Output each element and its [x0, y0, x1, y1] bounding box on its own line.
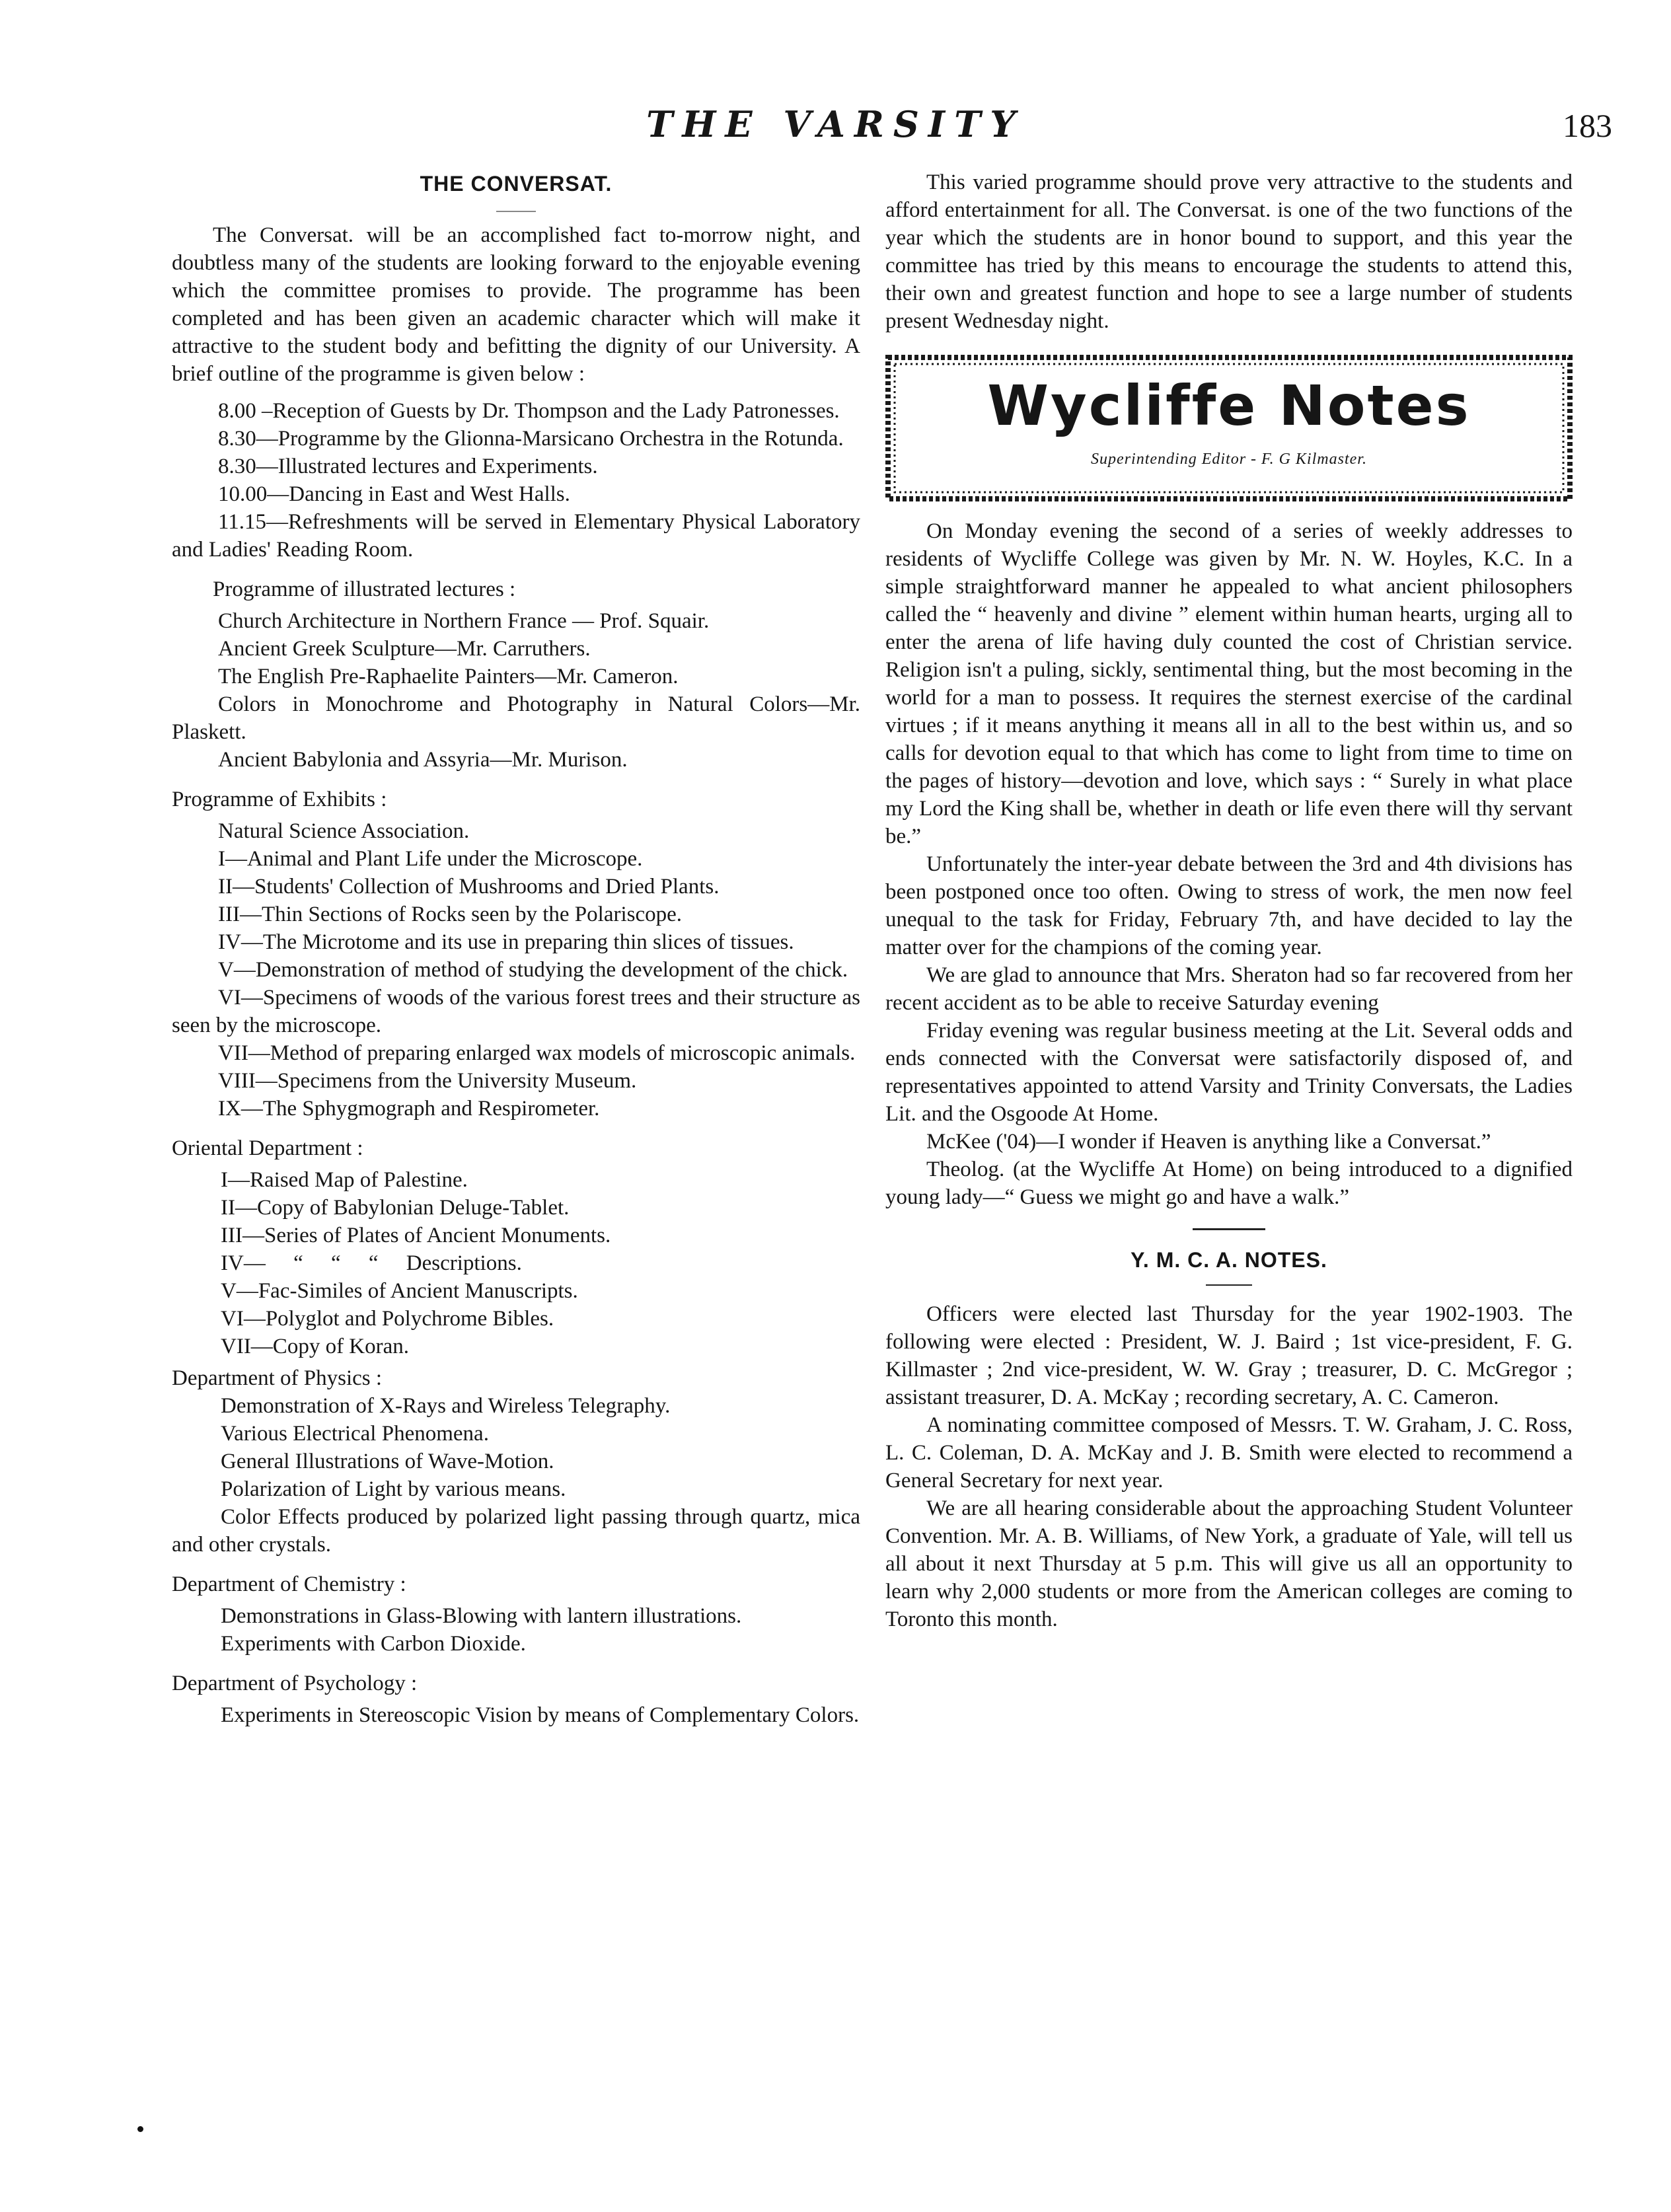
heading-rule [1206, 1284, 1252, 1286]
psychology-label: Department of Psychology : [172, 1672, 418, 1695]
lectures-label: Programme of illustrated lectures : [213, 577, 516, 601]
lecture-item: Church Architecture in Northern France — Prof. Squair. [218, 609, 710, 633]
exhibit-item: VI—Specimens of woods of the various forest trees and their structure as seen by the microscope. [172, 986, 860, 1037]
left-column [172, 168, 860, 1733]
masthead [0, 98, 1671, 151]
exhibit-item: IV—The Microtome and its use in preparing thin slices of tissues. [218, 930, 794, 954]
schedule-item: 11.15—Refreshments will be served in Elementary Physical Laboratory and Ladies' Reading Room. [172, 510, 860, 562]
wycliffe-banner [885, 355, 1573, 501]
oriental-item: I—Raised Map of Palestine. [221, 1168, 468, 1192]
oriental-item: VII—Copy of Koran. [221, 1335, 410, 1358]
wycliffe-paragraph: On Monday evening the second of a series of weekly addresses to residents of Wycliffe College was given by Mr. N. W. Hoyles, K.C. In a simple straightforward manner he appealed to what ancient philosophers called the “ heavenly and divine ” element within human hearts, urging all to enter the arena of life having duly counted the cost of Christian service. Religion isn't a puling, sickly, sentimental thing, but the most becoming in the world for a man to possess. It requires the sternest exercise of the cardinal virtues ; if it means anything it means all in all to the best within us, and so calls for devotion equal to that which has come to light from time to time on the pages of history—devotion and love, which says : “ Surely in what place my Lord the King shall be, whether in death or life even there will thy servant be.” [885, 519, 1573, 848]
physics-item: Various Electrical Phenomena. [221, 1422, 489, 1446]
conversat-intro: The Conversat. will be an accomplished fact to-morrow night, and doubtless many of the students are looking forward to the enjoyable evening which the committee promises to provide. The programme has been completed and has been given an academic character which will make it attractive to the student body and befitting the dignity of our University. A brief outline of the programme is given below : [172, 223, 860, 386]
schedule-item: 8.30—Illustrated lectures and Experiments. [218, 455, 598, 478]
wycliffe-paragraph: Friday evening was regular business meeting at the Lit. Several odds and ends connected with the Conversat were satisfactorily disposed of, and representatives appointed to attend Varsity and Trinity Conversats, the Ladies Lit. and the Osgoode At Home. [885, 1019, 1573, 1126]
masthead-title: THE VARSITY [646, 103, 1025, 145]
exhibit-item: I—Animal and Plant Life under the Microscope. [218, 847, 643, 871]
exhibit-item: VII—Method of preparing enlarged wax models of microscopic animals. [218, 1041, 856, 1065]
exhibit-item: II—Students' Collection of Mushrooms and Dried Plants. [218, 875, 720, 899]
exhibit-item: V—Demonstration of method of studying the development of the chick. [218, 958, 848, 982]
psychology-list [172, 1701, 860, 1729]
oriental-list [172, 1166, 860, 1360]
exhibit-item: VIII—Specimens from the University Museum. [218, 1069, 637, 1093]
exhibit-item: III—Thin Sections of Rocks seen by the Polariscope. [218, 903, 683, 926]
physics-item: Color Effects produced by polarized light passing through quartz, mica and other crystals. [172, 1505, 860, 1557]
oriental-label: Oriental Department : [172, 1136, 363, 1160]
schedule-list [172, 397, 860, 564]
lectures-list [172, 607, 860, 774]
physics-item: General Illustrations of Wave-Motion. [221, 1450, 554, 1473]
exhibits-group-title: Natural Science Association. [218, 819, 470, 843]
wycliffe-title: Wycliffe Notes [987, 373, 1471, 438]
wycliffe-paragraph: Theolog. (at the Wycliffe At Home) on being introduced to a dignified young lady—“ Guess we might go and have a walk.” [885, 1158, 1573, 1209]
chemistry-list [172, 1602, 860, 1658]
wycliffe-paragraph: McKee ('04)—I wonder if Heaven is anything like a Conversat.” [926, 1130, 1491, 1154]
oriental-item: II—Copy of Babylonian Deluge-Tablet. [221, 1196, 570, 1220]
printing-speck [137, 2126, 143, 2132]
chemistry-item: Experiments with Carbon Dioxide. [221, 1632, 526, 1656]
lecture-item: Ancient Greek Sculpture—Mr. Carruthers. [218, 637, 591, 661]
schedule-item: 8.00 –Reception of Guests by Dr. Thompson and the Lady Patronesses. [218, 399, 840, 423]
ymca-paragraph: A nominating committee composed of Messrs. T. W. Graham, J. C. Ross, L. C. Coleman, D. A. McKay and J. B. Smith were elected to recommend a General Secretary for next year. [885, 1413, 1573, 1493]
oriental-item: IV— “ “ “ Descriptions. [221, 1251, 522, 1275]
lecture-item: Ancient Babylonia and Assyria—Mr. Murison. [218, 748, 628, 772]
exhibits-list [172, 817, 860, 1123]
oriental-item: III—Series of Plates of Ancient Monuments. [221, 1224, 611, 1247]
ymca-paragraph: We are all hearing considerable about the approaching Student Volunteer Convention. Mr. A. B. Williams, of New York, a graduate of Yale, will tell us all about it next Thursday at 5 p.m. This will give us all an opportunity to learn why 2,000 students or more from the American colleges are coming to Toronto this month. [885, 1496, 1573, 1631]
physics-label: Department of Physics : [172, 1366, 383, 1390]
psychology-item: Experiments in Stereoscopic Vision by means of Complementary Colors. [221, 1703, 860, 1727]
chemistry-label: Department of Chemistry : [172, 1572, 406, 1596]
ymca-paragraph: Officers were elected last Thursday for the year 1902-1903. The following were elected : President, W. J. Baird ; 1st vice-president, F. G. Killmaster ; 2nd vice-president, W. W. Gray ; treasurer, D. C. McGregor ; assistant treasurer, D. A. McKay ; recording secretary, A. C. Cameron. [885, 1302, 1573, 1409]
schedule-item: 10.00—Dancing in East and West Halls. [218, 482, 570, 506]
right-column [885, 168, 1573, 1633]
exhibit-item: IX—The Sphygmograph and Respirometer. [218, 1097, 600, 1121]
section-divider [1193, 1228, 1265, 1230]
conversat-closing: This varied programme should prove very attractive to the students and afford entertainment for all. The Conversat. is one of the two functions of the year which the students are in honor bound to support, and this year the committee has tried by this means to encourage the students to attend this, their own and greatest function and hope to see a large number of students present Wednesday night. [885, 170, 1573, 333]
lecture-item: Colors in Monochrome and Photography in Natural Colors—Mr. Plaskett. [172, 692, 860, 744]
physics-item: Demonstration of X-Rays and Wireless Telegraphy. [221, 1394, 671, 1418]
physics-item: Polarization of Light by various means. [221, 1477, 566, 1501]
heading-rule [496, 211, 536, 212]
wycliffe-paragraph: We are glad to announce that Mrs. Sheraton had so far recovered from her recent accident as to be able to receive Saturday evening [885, 963, 1573, 1015]
ymca-heading: Y. M. C. A. NOTES. [1131, 1248, 1327, 1272]
exhibits-label: Programme of Exhibits : [172, 788, 387, 811]
schedule-item: 8.30—Programme by the Glionna-Marsicano Orchestra in the Rotunda. [218, 427, 844, 451]
oriental-item: V—Fac-Similes of Ancient Manuscripts. [221, 1279, 578, 1303]
chemistry-item: Demonstrations in Glass-Blowing with lantern illustrations. [221, 1604, 742, 1628]
wycliffe-paragraph: Unfortunately the inter-year debate between the 3rd and 4th divisions has been postponed once too often. Owing to stress of work, the men now feel unequal to the task for Friday, February 7th, and have decided to lay the matter over for the champions of the coming year. [885, 852, 1573, 959]
conversat-heading: THE CONVERSAT. [420, 172, 613, 196]
wycliffe-editor-line: Superintending Editor - F. G Kilmaster. [1091, 451, 1367, 468]
oriental-item: VI—Polyglot and Polychrome Bibles. [221, 1307, 554, 1331]
page-number: 183 [1563, 107, 1612, 144]
lecture-item: The English Pre-Raphaelite Painters—Mr. Cameron. [218, 665, 679, 688]
physics-list [172, 1392, 860, 1559]
